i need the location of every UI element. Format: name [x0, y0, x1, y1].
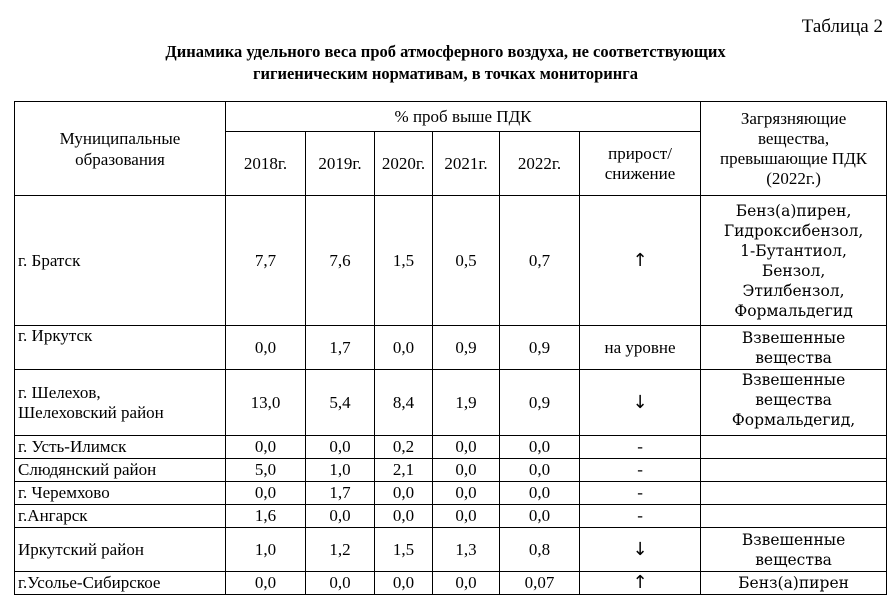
cell-value: 1,6	[226, 505, 306, 528]
cell-value: 1,7	[306, 326, 375, 370]
table-row	[15, 459, 887, 482]
pollutant-line: Формальдегид,	[731, 411, 856, 429]
cell-pollutants	[701, 370, 887, 436]
row-municipality	[15, 370, 226, 436]
municipality-line: Шелеховский район	[18, 402, 164, 422]
monitoring-table	[14, 101, 887, 595]
table-row	[15, 505, 887, 528]
arrow-down-icon: ↓	[632, 538, 648, 560]
cell-value: 0,0	[226, 436, 306, 459]
cell-value: 0,0	[433, 505, 500, 528]
row-municipality: Иркутский район	[15, 528, 226, 572]
pollutant-line: Бенз(а)пирен	[738, 574, 849, 592]
cell-value: 1,0	[226, 528, 306, 572]
pollutant-line: Взвешенные	[741, 530, 846, 549]
cell-value: 0,0	[306, 572, 375, 595]
cell-value: 0,07	[500, 572, 580, 595]
header-percent-group: % проб выше ПДК	[226, 102, 701, 132]
cell-value: 0,9	[433, 326, 500, 370]
header-year-2022: 2022г.	[500, 132, 580, 196]
table-row	[15, 326, 887, 370]
cell-value: 0,7	[500, 196, 580, 326]
table-row	[15, 370, 887, 436]
pollutant-line: Гидроксибензол,	[723, 221, 864, 240]
header-pollutants: Загрязняющие вещества, превышающие ПДК (2022г.)	[701, 102, 887, 196]
cell-value: 0,0	[226, 326, 306, 370]
header-trend: прирост/ снижение	[580, 132, 701, 196]
title-line-2: гигиеническим нормативам, в точках мониторинга	[252, 64, 639, 83]
pollutant-line: Взвешенные	[741, 371, 846, 389]
pollutant-line: Взвешенные	[741, 328, 846, 347]
cell-value: 0,0	[500, 459, 580, 482]
table-row	[15, 572, 887, 595]
cell-pollutants	[701, 572, 887, 595]
row-municipality: г.Ангарск	[15, 505, 226, 528]
row-municipality: Слюдянский район	[15, 459, 226, 482]
cell-value: 1,0	[306, 459, 375, 482]
cell-value: 0,0	[306, 505, 375, 528]
cell-pollutants	[701, 326, 887, 370]
cell-value: 0,0	[375, 482, 433, 505]
municipality-line: г. Шелехов,	[18, 382, 101, 402]
cell-value: 8,4	[375, 370, 433, 436]
pollutant-line: Бенз(а)пирен,	[735, 201, 852, 220]
row-municipality: г. Иркутск	[15, 326, 226, 370]
cell-value: 1,2	[306, 528, 375, 572]
cell-pollutants	[701, 459, 887, 482]
cell-pollutants	[701, 436, 887, 459]
cell-value: 13,0	[226, 370, 306, 436]
cell-value: 1,5	[375, 528, 433, 572]
pollutant-line: Бензол,	[761, 261, 826, 280]
table-title	[0, 41, 891, 85]
row-municipality: г.Усолье-Сибирское	[15, 572, 226, 595]
cell-trend: -	[580, 436, 701, 459]
cell-value: 0,0	[500, 505, 580, 528]
cell-pollutants	[701, 505, 887, 528]
arrow-down-icon: ↓	[632, 391, 648, 413]
cell-value: 7,6	[306, 196, 375, 326]
table-row	[15, 196, 887, 326]
cell-trend: -	[580, 482, 701, 505]
pollutant-line: Этилбензол,	[742, 281, 845, 300]
table-row	[15, 436, 887, 459]
cell-value: 0,0	[433, 482, 500, 505]
table-row	[15, 528, 887, 572]
cell-value: 0,0	[433, 436, 500, 459]
pollutant-line: 1-Бутантиол,	[740, 241, 847, 260]
cell-value: 0,0	[306, 436, 375, 459]
cell-value: 7,7	[226, 196, 306, 326]
cell-value: 1,3	[433, 528, 500, 572]
header-municipal: Муниципальные образования	[15, 102, 226, 196]
cell-value: 0,0	[226, 572, 306, 595]
cell-value: 0,0	[500, 482, 580, 505]
cell-pollutants	[701, 196, 887, 326]
cell-trend	[580, 528, 701, 572]
pollutant-line: Формальдегид	[734, 301, 853, 320]
cell-value: 0,9	[500, 370, 580, 436]
header-year-2019: 2019г.	[306, 132, 375, 196]
cell-value: 1,5	[375, 196, 433, 326]
cell-value: 0,5	[433, 196, 500, 326]
header-year-2020: 2020г.	[375, 132, 433, 196]
cell-value: 2,1	[375, 459, 433, 482]
cell-value: 0,9	[500, 326, 580, 370]
cell-value: 0,0	[500, 436, 580, 459]
header-year-2021: 2021г.	[433, 132, 500, 196]
table-number-label: Таблица 2	[801, 16, 883, 37]
cell-trend: на уровне	[580, 326, 701, 370]
header-year-2018: 2018г.	[226, 132, 306, 196]
row-municipality: г. Черемхово	[15, 482, 226, 505]
table-row	[15, 482, 887, 505]
pollutant-line: вещества	[755, 348, 832, 367]
arrow-up-icon: ↑	[632, 249, 648, 271]
cell-value: 5,4	[306, 370, 375, 436]
cell-value: 0,0	[226, 482, 306, 505]
cell-value: 0,0	[433, 572, 500, 595]
pollutant-line: вещества	[755, 550, 832, 569]
cell-value: 1,9	[433, 370, 500, 436]
arrow-up-icon: ↑	[632, 572, 648, 593]
cell-value: 0,0	[375, 505, 433, 528]
cell-value: 1,7	[306, 482, 375, 505]
row-municipality: г. Братск	[15, 196, 226, 326]
cell-value: 0,0	[375, 326, 433, 370]
cell-trend	[580, 196, 701, 326]
cell-trend: -	[580, 505, 701, 528]
cell-trend	[580, 572, 701, 595]
cell-pollutants	[701, 482, 887, 505]
cell-value: 0,2	[375, 436, 433, 459]
row-municipality: г. Усть-Илимск	[15, 436, 226, 459]
cell-trend: -	[580, 459, 701, 482]
pollutant-line: вещества	[755, 391, 832, 409]
cell-trend	[580, 370, 701, 436]
cell-value: 0,0	[433, 459, 500, 482]
cell-value: 5,0	[226, 459, 306, 482]
cell-pollutants	[701, 528, 887, 572]
title-line-1: Динамика удельного веса проб атмосферного воздуха, не соответствующих	[165, 42, 726, 61]
cell-value: 0,0	[375, 572, 433, 595]
cell-value: 0,8	[500, 528, 580, 572]
